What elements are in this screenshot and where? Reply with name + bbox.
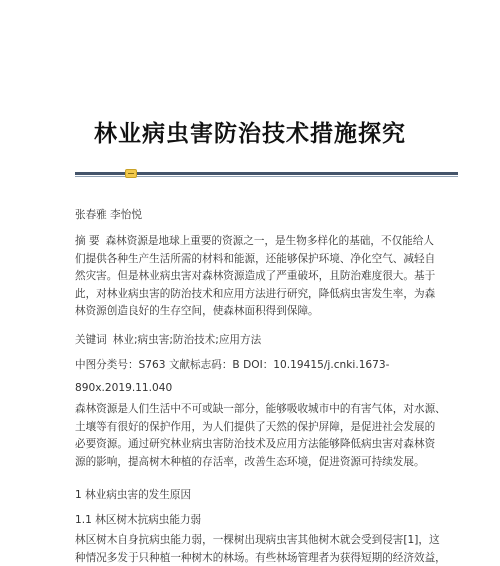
keywords-text: 林业;病虫害;防治技术;应用方法 [112,334,262,346]
divider-emblem-icon [125,169,137,178]
intro-line: 土壤等有很好的保护作用，为人们提供了天然的保护屏障，是促进社会发展的 [75,420,436,433]
authors-text: 张春雅 李怡悦 [75,209,142,221]
section-1-1-line: 林区树木自身抗病虫能力弱，一棵树出现病虫害其他树木就会受到侵害[1]，这 [75,534,440,546]
keywords-label: 关键词 [75,334,107,346]
keywords [75,332,435,350]
section-1-heading: 1 林业病虫害的发生原因 [75,489,192,501]
paper-title: 林业病虫害防治技术措施探究 [94,120,406,148]
abstract-line [75,233,435,251]
section-heading [75,487,435,505]
classification-line: 中图分类号：S763 文献标志码：B DOI：10.19415/j.cnki.1673- [75,359,390,371]
section-1-1-heading: 1.1 林区树木抗病虫能力弱 [75,514,202,526]
keywords-line [75,332,435,350]
abstract-label: 摘 要 [75,235,100,247]
title-divider [75,169,458,179]
intro-line: 源的影响，提高树木种植的存活率，改善生态环境，促进资源可持续发展。 [75,455,425,468]
abstract-line: 然灾害。但是林业病虫害对森林资源造成了严重破坏，且防治难度很大。基于 [75,270,436,282]
authors [75,207,435,225]
section-1-1-line: 种情况多发于只种植一种树木的林场。有些林场管理者为获得短期的经济效益， [75,551,446,564]
intro-line: 森林资源是人们生活中不可或缺一部分，能够吸收城市中的有害气体，对水源、 [75,403,446,415]
classification-line: 890x.2019.11.040 [75,381,173,394]
abstract [75,233,435,321]
subsection-heading [75,512,435,530]
abstract-line: 林资源创造良好的生存空间，使森林面积得到保障。 [75,305,319,317]
abstract-line: 此，对林业病虫害的防治技术和应用方法进行研究，降低病虫害发生率，为森 [75,287,436,300]
abstract-line: 们提供各种生产生活所需的材料和能源，还能够保护环境、净化空气、减轻自 [75,252,436,265]
intro-paragraph [75,401,446,471]
intro-line: 必要资源。通过研究林业病虫害防治技术及应用方法能够降低病虫害对森林资 [75,438,436,450]
section-1-1-paragraph [75,532,446,566]
abstract-line-text: 森林资源是地球上重要的资源之一，是生物多样化的基础，不仅能给人 [105,235,434,247]
classification [75,357,435,397]
